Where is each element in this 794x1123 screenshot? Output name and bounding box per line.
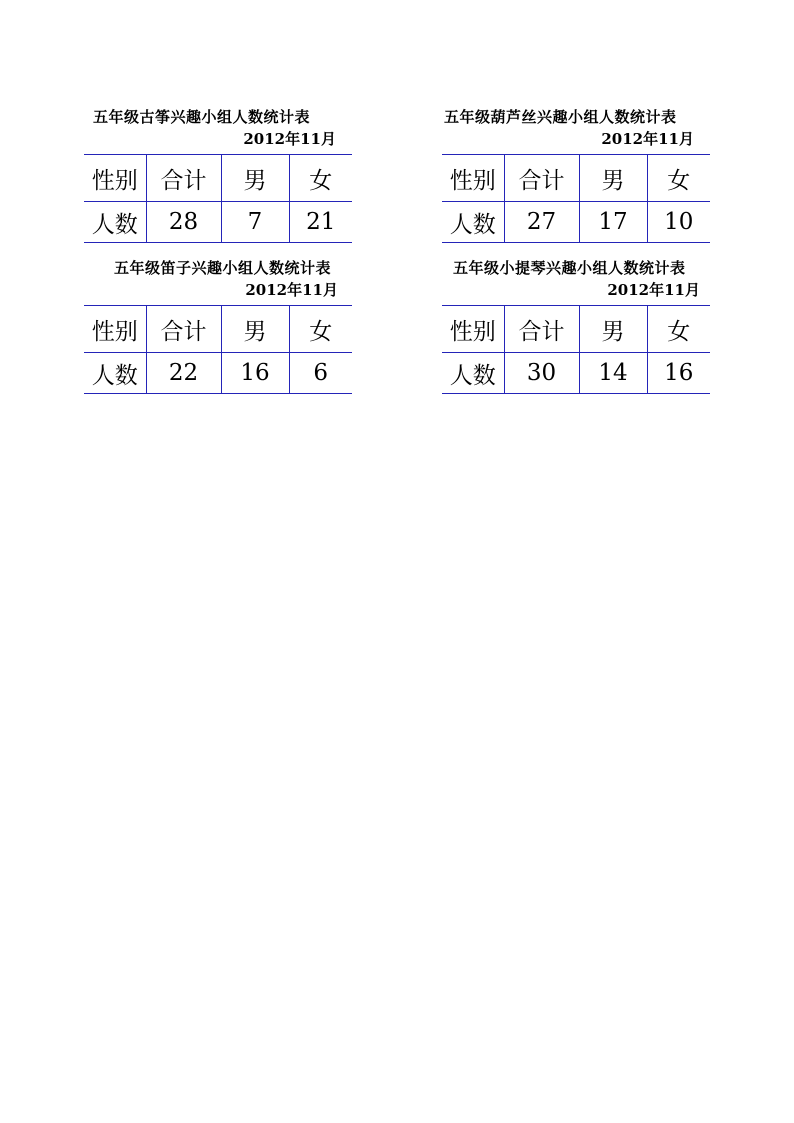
guzheng-stats-table — [84, 154, 352, 243]
female-count: 6 — [289, 353, 352, 394]
header-male: 男 — [579, 306, 647, 353]
female-count: 16 — [647, 353, 710, 394]
total-count: 30 — [504, 353, 579, 394]
header-gender: 性别 — [442, 306, 504, 353]
table-row — [84, 353, 352, 394]
table-title: 五年级小提琴兴趣小组人数统计表 — [453, 259, 686, 277]
male-count: 16 — [221, 353, 289, 394]
table-row — [442, 202, 710, 243]
table-header-row — [442, 155, 710, 202]
header-total: 合计 — [146, 306, 221, 353]
female-count: 21 — [289, 202, 352, 243]
header-total: 合计 — [146, 155, 221, 202]
header-male: 男 — [221, 306, 289, 353]
table-header-row — [84, 155, 352, 202]
row-label: 人数 — [84, 353, 146, 394]
table-date: 2012年11月 — [601, 130, 694, 148]
dizi-stats-table — [84, 305, 352, 394]
table-header-row — [84, 306, 352, 353]
header-female: 女 — [647, 306, 710, 353]
header-total: 合计 — [504, 155, 579, 202]
row-label: 人数 — [442, 202, 504, 243]
male-count: 14 — [579, 353, 647, 394]
header-female: 女 — [289, 306, 352, 353]
header-female: 女 — [289, 155, 352, 202]
total-count: 22 — [146, 353, 221, 394]
header-gender: 性别 — [442, 155, 504, 202]
total-count: 28 — [146, 202, 221, 243]
table-title: 五年级笛子兴趣小组人数统计表 — [114, 259, 332, 277]
table-header-row — [442, 306, 710, 353]
header-male: 男 — [221, 155, 289, 202]
row-label: 人数 — [442, 353, 504, 394]
row-label: 人数 — [84, 202, 146, 243]
header-gender: 性别 — [84, 306, 146, 353]
header-male: 男 — [579, 155, 647, 202]
violin-stats-table — [442, 305, 710, 394]
table-title: 五年级古筝兴趣小组人数统计表 — [93, 108, 311, 126]
table-date: 2012年11月 — [245, 281, 338, 299]
header-total: 合计 — [504, 306, 579, 353]
header-gender: 性别 — [84, 155, 146, 202]
table-row — [84, 202, 352, 243]
female-count: 10 — [647, 202, 710, 243]
male-count: 7 — [221, 202, 289, 243]
table-row — [442, 353, 710, 394]
male-count: 17 — [579, 202, 647, 243]
table-title: 五年级葫芦丝兴趣小组人数统计表 — [444, 108, 677, 126]
table-date: 2012年11月 — [243, 130, 336, 148]
header-female: 女 — [647, 155, 710, 202]
table-date: 2012年11月 — [607, 281, 700, 299]
total-count: 27 — [504, 202, 579, 243]
hulusi-stats-table — [442, 154, 710, 243]
